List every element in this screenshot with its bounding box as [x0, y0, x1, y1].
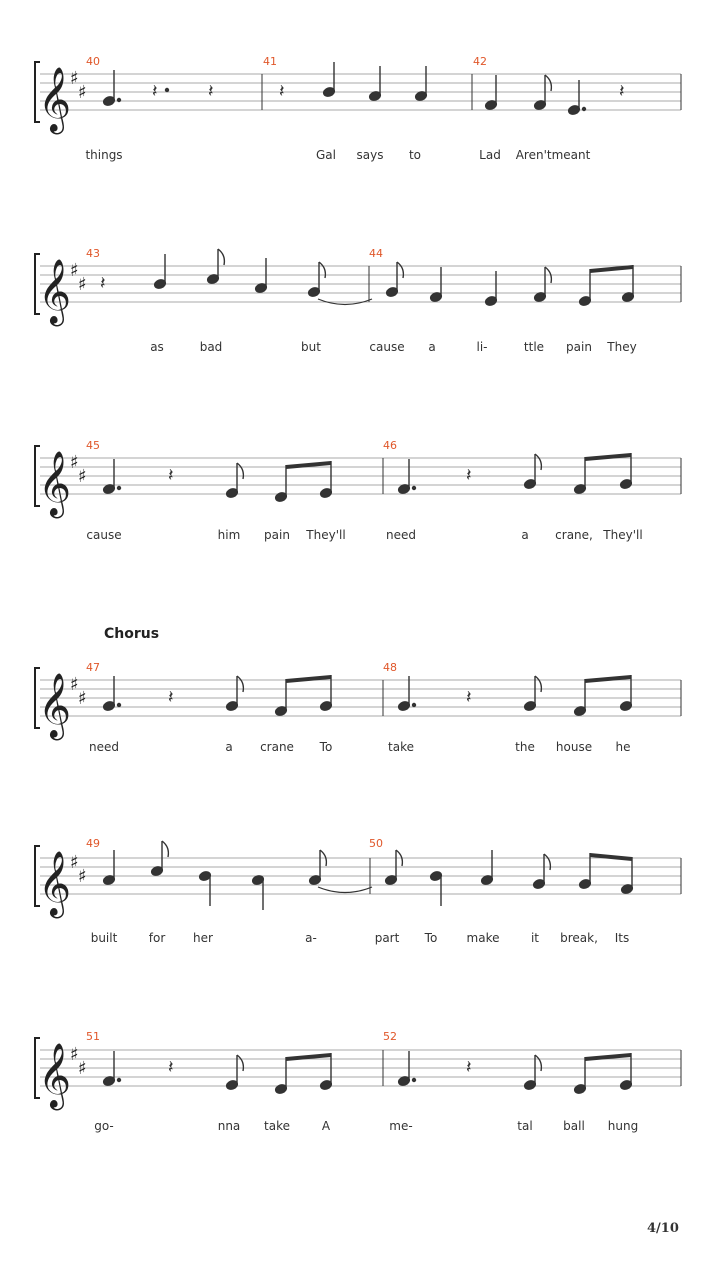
lyric-syllable: a	[225, 740, 233, 754]
lyric-syllable: Lad	[479, 148, 501, 162]
treble-clef-icon: 𝄞	[38, 67, 72, 132]
lyric-syllable: break,	[560, 931, 598, 945]
lyric-syllable: cause	[369, 340, 405, 354]
lyric-syllable: a	[428, 340, 436, 354]
sharp-icon: ♯	[70, 452, 79, 473]
rest-icon: 𝄽	[208, 81, 214, 102]
lyric-syllable: bad	[199, 340, 223, 354]
page-number: 4/10	[647, 1221, 679, 1236]
staff-lines	[0, 242, 720, 352]
lyric-syllable: things	[85, 148, 123, 162]
lyric-syllable: for	[148, 931, 166, 945]
lyric-syllable: They	[607, 340, 637, 354]
lyric-syllable: go-	[94, 1119, 114, 1133]
lyric-syllable: need	[89, 740, 119, 754]
sharp-icon: ♯	[78, 1058, 87, 1079]
lyric-syllable: but	[301, 340, 321, 354]
sharp-icon: ♯	[78, 866, 87, 887]
measure-number: 46	[383, 439, 397, 452]
rest-icon: 𝄽	[168, 1057, 174, 1078]
sharp-icon: ♯	[78, 466, 87, 487]
sharp-icon: ♯	[70, 1044, 79, 1065]
treble-clef-icon: 𝄞	[38, 673, 72, 738]
measure-number: 50	[369, 837, 383, 850]
lyric-syllable: pain	[264, 528, 290, 542]
treble-clef-icon: 𝄞	[38, 451, 72, 516]
lyric-syllable: ball	[563, 1119, 585, 1133]
lyric-syllable: crane	[260, 740, 294, 754]
lyric-syllable: tal	[517, 1119, 533, 1133]
lyric-syllable: a	[521, 528, 529, 542]
measure-number: 49	[86, 837, 100, 850]
measure-number: 44	[369, 247, 383, 260]
lyric-syllable: says	[356, 148, 384, 162]
lyric-syllable: They'll	[603, 528, 643, 542]
measure-number: 52	[383, 1030, 397, 1043]
lyric-syllable: crane,	[555, 528, 593, 542]
lyric-syllable: a-	[305, 931, 317, 945]
measure-number: 41	[263, 55, 277, 68]
lyric-syllable: house	[555, 740, 593, 754]
measure-number: 51	[86, 1030, 100, 1043]
lyric-syllable: ttle	[523, 340, 545, 354]
sharp-icon: ♯	[78, 82, 87, 103]
treble-clef-icon: 𝄞	[38, 1043, 72, 1108]
lyric-syllable: hung	[607, 1119, 639, 1133]
lyric-syllable: him	[217, 528, 241, 542]
rest-icon: 𝄽	[466, 1057, 472, 1078]
sharp-icon: ♯	[78, 274, 87, 295]
lyric-syllable: me-	[389, 1119, 413, 1133]
sharp-icon: ♯	[70, 68, 79, 89]
measure-number: 43	[86, 247, 100, 260]
rest-icon: 𝄽	[100, 273, 106, 294]
measure-number: 45	[86, 439, 100, 452]
staff-lines	[0, 50, 720, 160]
sharp-icon: ♯	[70, 260, 79, 281]
lyric-syllable: make	[466, 931, 500, 945]
lyric-syllable: part	[374, 931, 400, 945]
measure-number: 47	[86, 661, 100, 674]
lyric-syllable: To	[319, 740, 333, 754]
dot	[118, 99, 121, 102]
lyric-syllable: take	[388, 740, 414, 754]
treble-clef-icon: 𝄞	[38, 259, 72, 324]
staff-lines	[0, 834, 720, 944]
lyric-syllable: They'll	[306, 528, 346, 542]
sharp-icon: ♯	[78, 688, 87, 709]
staff-system-1	[0, 50, 720, 250]
lyric-syllable: need	[386, 528, 416, 542]
rest-icon: 𝄽	[152, 81, 158, 102]
lyric-syllable: Gal	[316, 148, 336, 162]
lyric-syllable: To	[424, 931, 438, 945]
lyric-syllable: nna	[217, 1119, 241, 1133]
tie	[318, 887, 372, 893]
lyric-syllable: li-	[476, 340, 488, 354]
section-label: Chorus	[104, 626, 160, 642]
lyric-syllable: Its	[614, 931, 630, 945]
lyric-syllable: her	[193, 931, 213, 945]
rest-icon: 𝄽	[279, 81, 285, 102]
lyric-syllable: it	[530, 931, 540, 945]
lyric-syllable: cause	[86, 528, 122, 542]
measure-number: 40	[86, 55, 100, 68]
lyric-syllable: the	[515, 740, 535, 754]
rest-icon: 𝄽	[466, 687, 472, 708]
rest-icon: 𝄽	[466, 465, 472, 486]
rest-icon: 𝄽	[168, 687, 174, 708]
rest-icon: 𝄽	[619, 81, 625, 102]
lyric-syllable: pain	[566, 340, 592, 354]
measure-number: 42	[473, 55, 487, 68]
lyric-syllable: built	[90, 931, 118, 945]
staff-system-6	[0, 1026, 720, 1226]
staff-system-2	[0, 242, 720, 442]
rest-icon: 𝄽	[168, 465, 174, 486]
staff-system-5	[0, 834, 720, 1034]
lyric-syllable: A	[321, 1119, 331, 1133]
treble-clef-icon: 𝄞	[38, 851, 72, 916]
sharp-icon: ♯	[70, 852, 79, 873]
sharp-icon: ♯	[70, 674, 79, 695]
staff-system-3	[0, 434, 720, 634]
measure-number: 48	[383, 661, 397, 674]
lyric-syllable: he	[615, 740, 631, 754]
lyric-syllable: Aren'tmeant	[515, 148, 591, 162]
lyric-syllable: as	[150, 340, 164, 354]
lyric-syllable: to	[408, 148, 422, 162]
lyric-syllable: take	[264, 1119, 290, 1133]
staff-system-4	[0, 656, 720, 856]
